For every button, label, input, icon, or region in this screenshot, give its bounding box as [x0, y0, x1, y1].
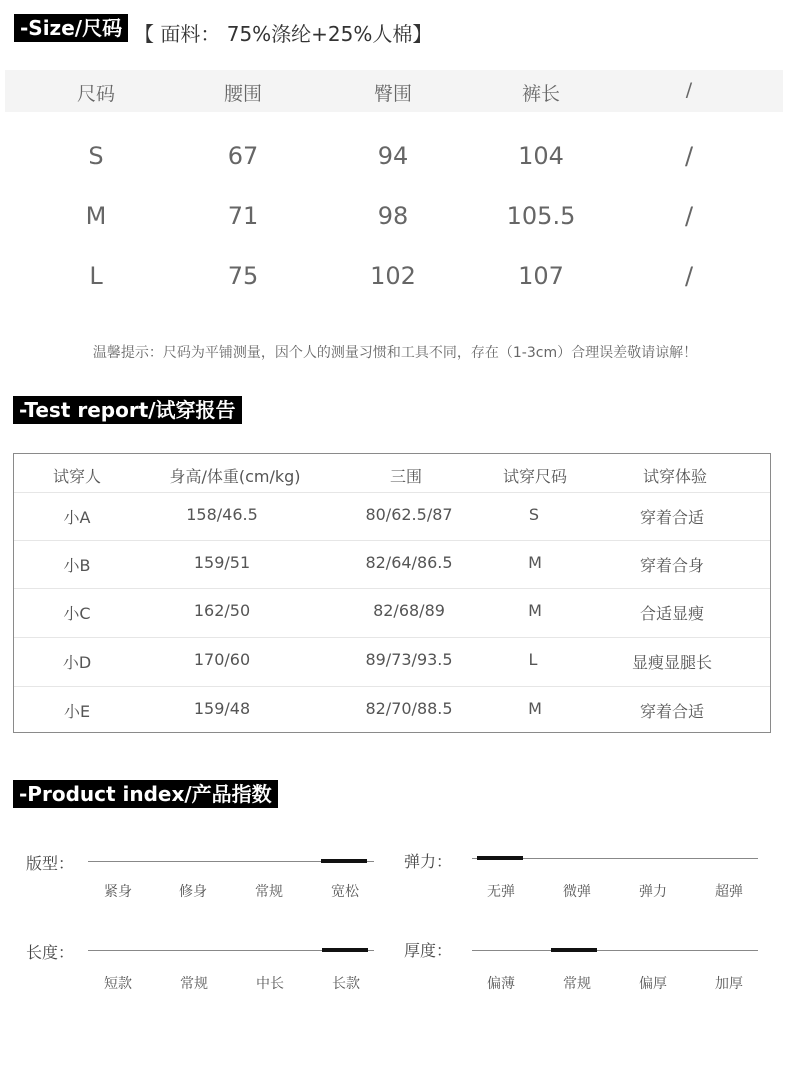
size-cell: /	[684, 262, 694, 290]
size-cell: 94	[377, 142, 409, 170]
test-cell: M	[528, 699, 542, 718]
test-cell: S	[528, 505, 540, 524]
test-cell: 小B	[63, 556, 91, 575]
test-section-tag: -Test report/试穿报告	[13, 396, 242, 424]
index-option: 偏薄	[487, 976, 515, 992]
size-cell: M	[85, 202, 107, 230]
size-cell: 105.5	[506, 202, 576, 230]
size-header-cell: 尺码	[76, 83, 116, 105]
size-table-header	[5, 70, 783, 112]
test-table-row	[14, 588, 770, 636]
index-option: 宽松	[331, 884, 359, 900]
size-cell: /	[684, 142, 694, 170]
index-option: 紧身	[104, 884, 132, 900]
index-option: 常规	[563, 976, 591, 992]
index-label: 长度：	[26, 943, 75, 962]
test-cell: 小D	[62, 653, 92, 672]
test-cell: 合适显瘦	[639, 604, 705, 623]
size-header-cell: 裤长	[521, 83, 561, 105]
test-cell: L	[528, 650, 538, 669]
test-header-cell: 身高/体重(cm/kg)	[169, 467, 301, 486]
test-cell: 小E	[63, 702, 91, 721]
index-label: 版型：	[26, 854, 75, 873]
test-header-cell: 试穿尺码	[502, 467, 568, 486]
test-table-row	[14, 492, 770, 540]
test-cell: 小A	[63, 508, 91, 527]
test-cell: 159/48	[193, 699, 251, 718]
test-table-row	[14, 637, 770, 685]
test-cell: 159/51	[193, 553, 251, 572]
test-header-cell: 试穿人	[52, 467, 102, 486]
index-track	[472, 950, 758, 951]
size-cell: 67	[227, 142, 259, 170]
index-label: 弹力：	[404, 852, 453, 871]
size-cell: 104	[518, 142, 564, 170]
index-option: 修身	[179, 884, 207, 900]
test-cell: M	[528, 553, 542, 572]
test-report-table	[13, 453, 771, 733]
index-marker	[321, 859, 367, 863]
measurement-tip: 温馨提示：尺码为平铺测量，因个人的测量习惯和工具不同，存在（1-3cm）合理误差敬请谅解！	[92, 345, 698, 361]
test-cell: 小C	[63, 604, 91, 623]
test-header-cell: 试穿体验	[642, 467, 708, 486]
test-cell: 170/60	[193, 650, 251, 669]
size-cell: 107	[518, 262, 564, 290]
size-header-cell: 臀围	[373, 83, 413, 105]
size-cell: S	[88, 142, 104, 170]
size-cell: 71	[227, 202, 259, 230]
test-cell: 穿着合身	[639, 556, 705, 575]
product-section-tag: -Product index/产品指数	[13, 780, 278, 808]
index-option: 微弹	[563, 884, 591, 900]
index-label: 厚度：	[404, 941, 453, 960]
size-cell: 98	[377, 202, 409, 230]
test-cell: 162/50	[193, 601, 251, 620]
size-section-tag: -Size/尺码	[14, 14, 128, 42]
index-option: 长款	[332, 976, 360, 992]
test-cell: 显瘦显腿长	[631, 653, 713, 672]
index-option: 中长	[256, 976, 284, 992]
index-marker	[322, 948, 368, 952]
test-cell: 158/46.5	[186, 505, 258, 524]
index-option: 常规	[255, 884, 283, 900]
test-cell: 穿着合适	[639, 508, 705, 527]
test-table-row	[14, 540, 770, 588]
size-cell: 75	[227, 262, 259, 290]
test-cell: 80/62.5/87	[365, 505, 453, 524]
size-header-cell: 腰围	[223, 83, 263, 105]
size-cell: 102	[370, 262, 416, 290]
test-table-row	[14, 686, 770, 734]
test-header-cell: 三围	[389, 467, 423, 486]
size-cell: L	[89, 262, 103, 290]
test-cell: 89/73/93.5	[365, 650, 453, 669]
test-cell: 穿着合适	[639, 702, 705, 721]
index-option: 短款	[104, 976, 132, 992]
index-option: 偏厚	[639, 976, 667, 992]
size-header-cell: /	[685, 79, 693, 101]
size-cell: /	[684, 202, 694, 230]
test-cell: 82/64/86.5	[365, 553, 453, 572]
test-cell: 82/70/88.5	[365, 699, 453, 718]
index-option: 无弹	[487, 884, 515, 900]
index-marker	[477, 856, 523, 860]
index-marker	[551, 948, 597, 952]
index-option: 常规	[180, 976, 208, 992]
index-option: 弹力	[639, 884, 667, 900]
index-option: 超弹	[715, 884, 743, 900]
material-text: 【 面料： 75%涤纶+25%人棉】	[134, 22, 433, 46]
index-option: 加厚	[715, 976, 743, 992]
test-cell: M	[528, 601, 542, 620]
test-cell: 82/68/89	[373, 601, 445, 620]
